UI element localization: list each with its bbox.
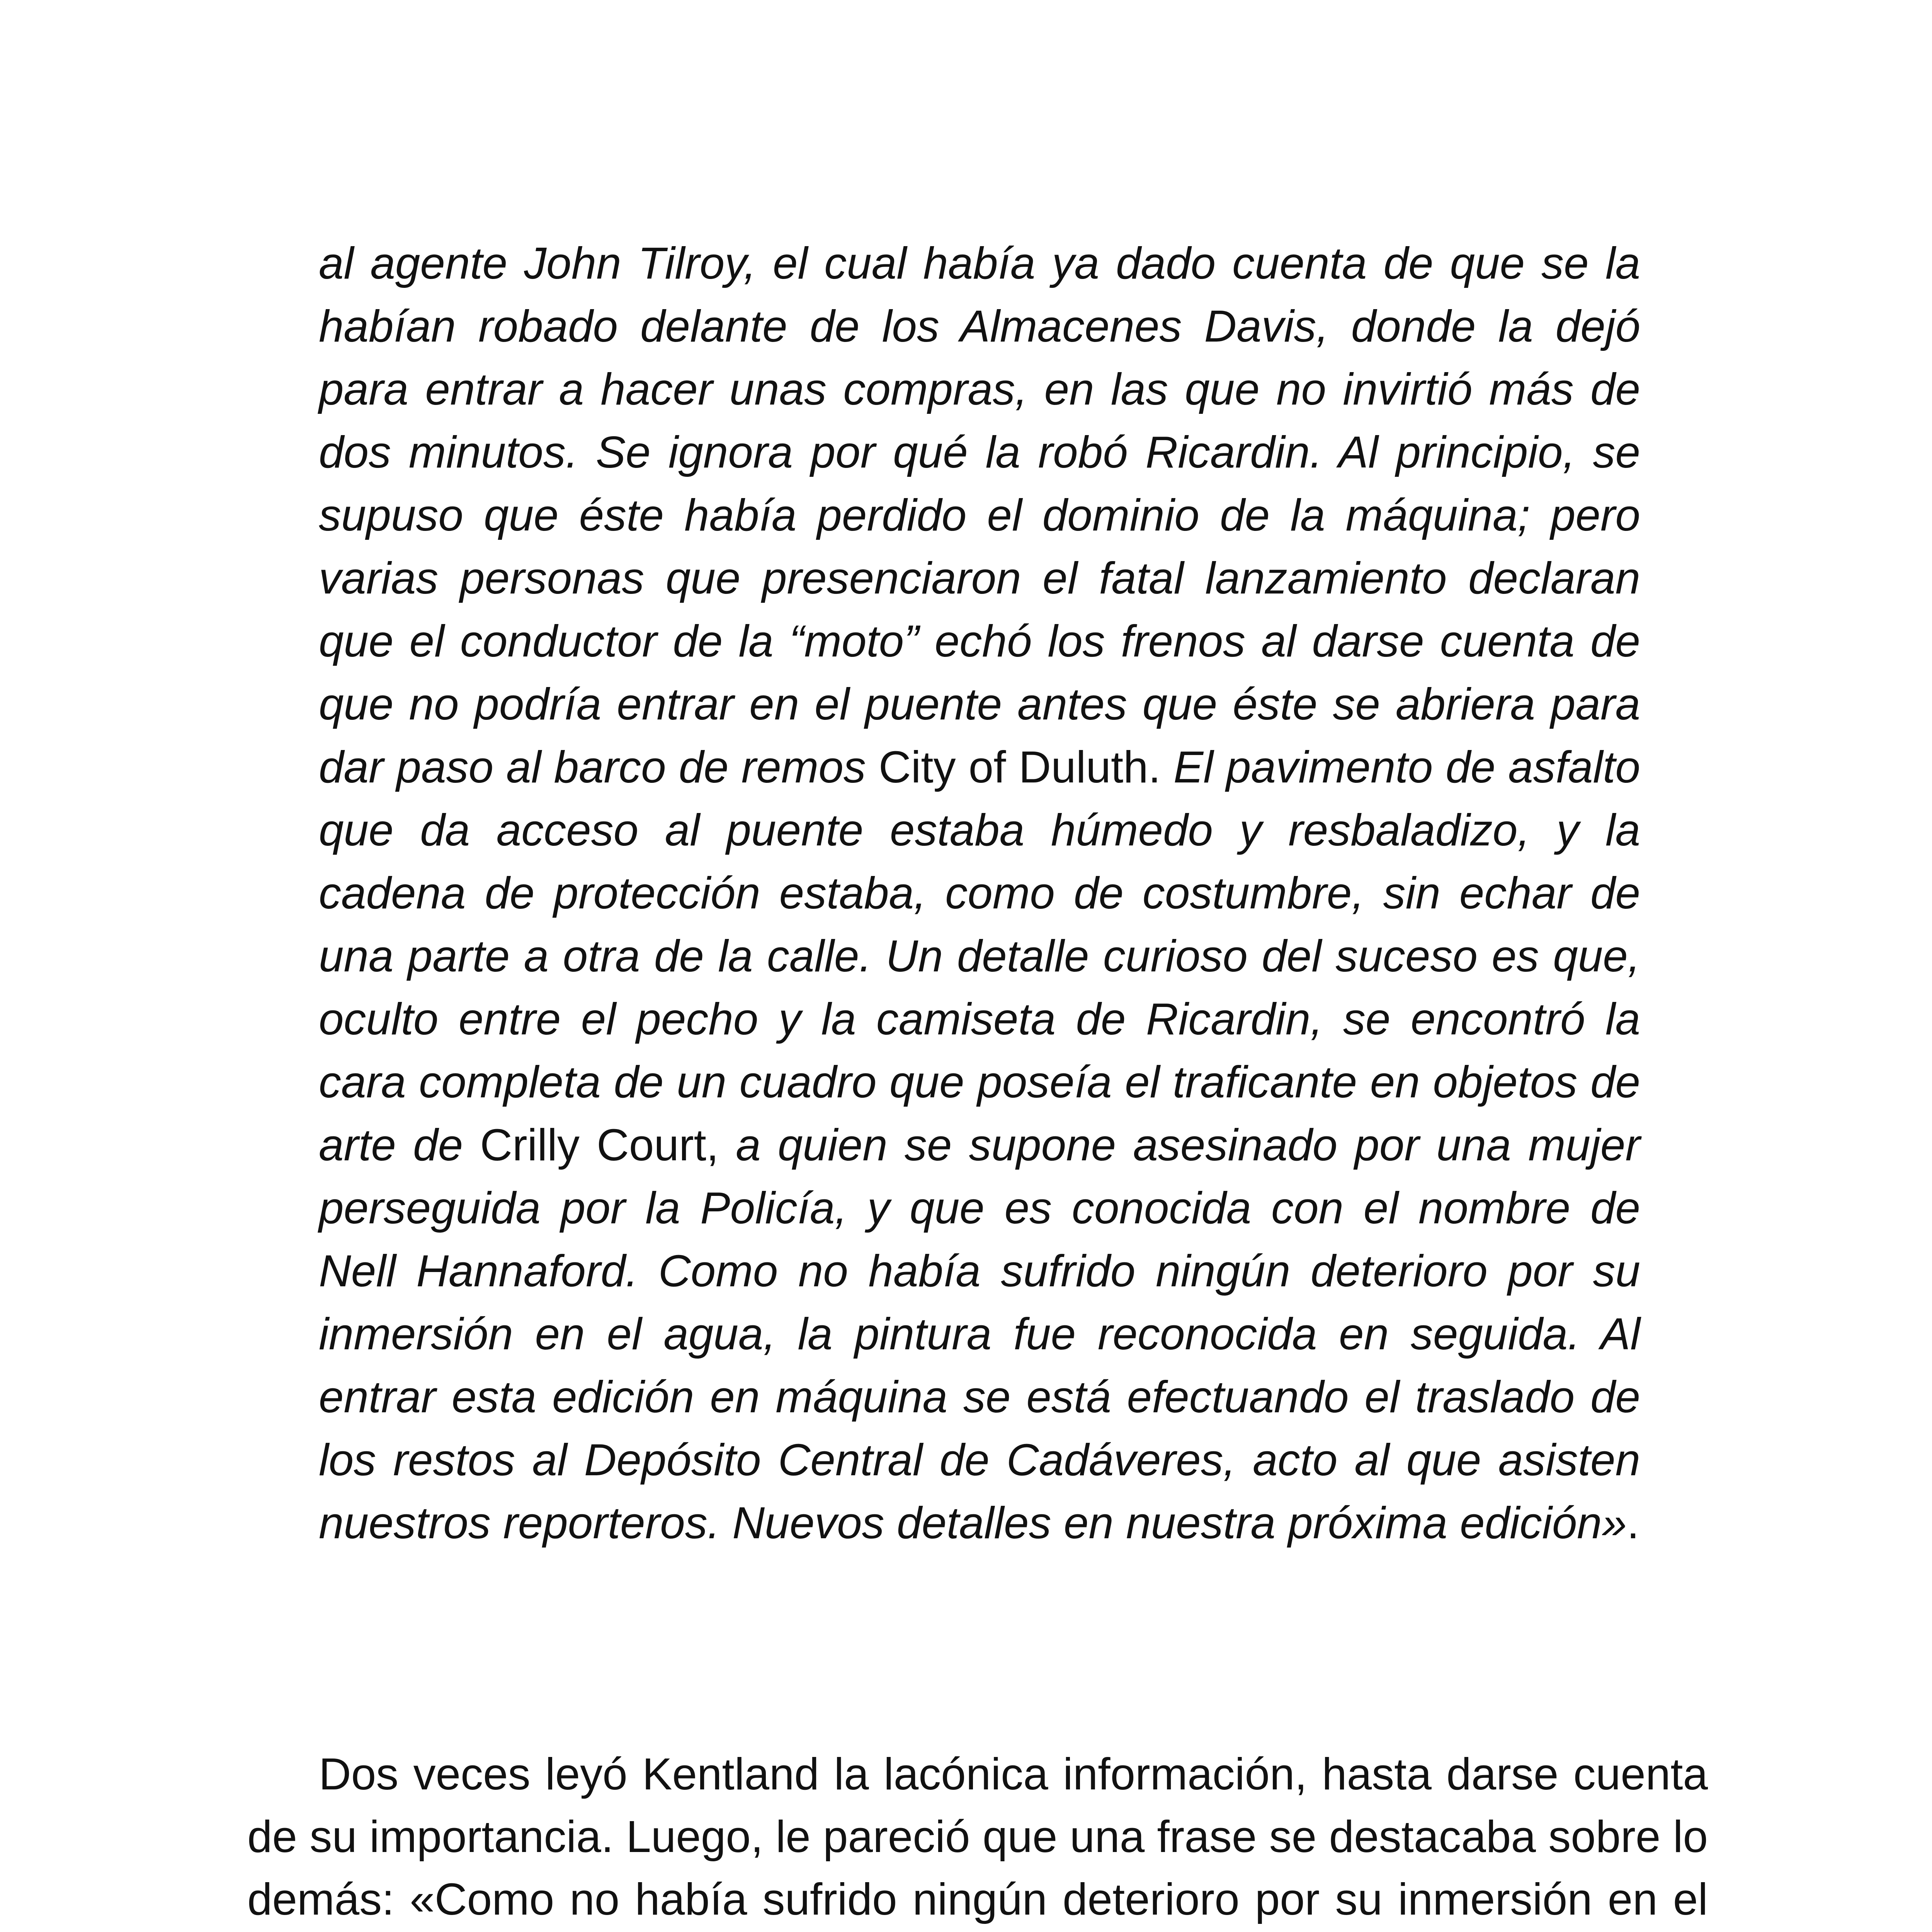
quote-italic-segment: al agente John Tilroy, el cual había ya dado cuenta de que se la habían robado delante de los Almacenes Davis, donde la dejó para entrar a hacer unas compras, en las que no invirtió más de dos minutos. Se ignora por qué la robó Ricardin. Al principio, se supuso que éste había perdido el dominio de la máquina; pero varias personas que presenciaron el fatal lanzamiento declaran que el conductor de la “moto” echó los frenos al darse cuenta de que no podría entrar en el puente antes que éste se abriera para dar paso al barco de remos <box>319 238 1640 792</box>
body-paragraph: Dos veces leyó Kentland la lacónica información, hasta darse cuenta de su importancia. Luego, le pareció que una frase se destacaba sobre lo demás: «Como no había sufrido ningún deterioro por su inmersión en el <box>247 1749 1708 1924</box>
quote-roman-segment: City of Duluth. <box>866 742 1173 792</box>
quote-italic-segment: a quien se supone asesinado por una mujer perseguida por la Policía, y que es conocida con el nombre de Nell Hannaford. Como no había sufrido ningún deterioro por su inmersión en el agua, la pintura fue reconocida en seguida. Al entrar esta edición en máquina se está efectuando el traslado de los restos al Depósito Central de Cadáveres, acto al que asisten nuestros reporteros. Nuevos detalles en nuestra próxima edición» <box>319 1120 1640 1548</box>
quote-italic-segment: El pavimento de asfalto que da acceso al puente estaba húmedo y resbaladizo, y la cadena de protección estaba, como de costumbre, sin echar de una parte a otra de la calle. Un detalle curioso del suceso es que, oculto entre el pecho y la camiseta de Ricardin, se encontró la cara completa de un cuadro que poseía el traficante en objetos de arte de <box>319 742 1641 1170</box>
quote-roman-segment: Crilly Court, <box>463 1120 736 1170</box>
quote-roman-segment: . <box>1627 1498 1639 1548</box>
quoted-news-block <box>319 232 1640 1554</box>
quoted-news-paragraph <box>319 232 1640 1554</box>
